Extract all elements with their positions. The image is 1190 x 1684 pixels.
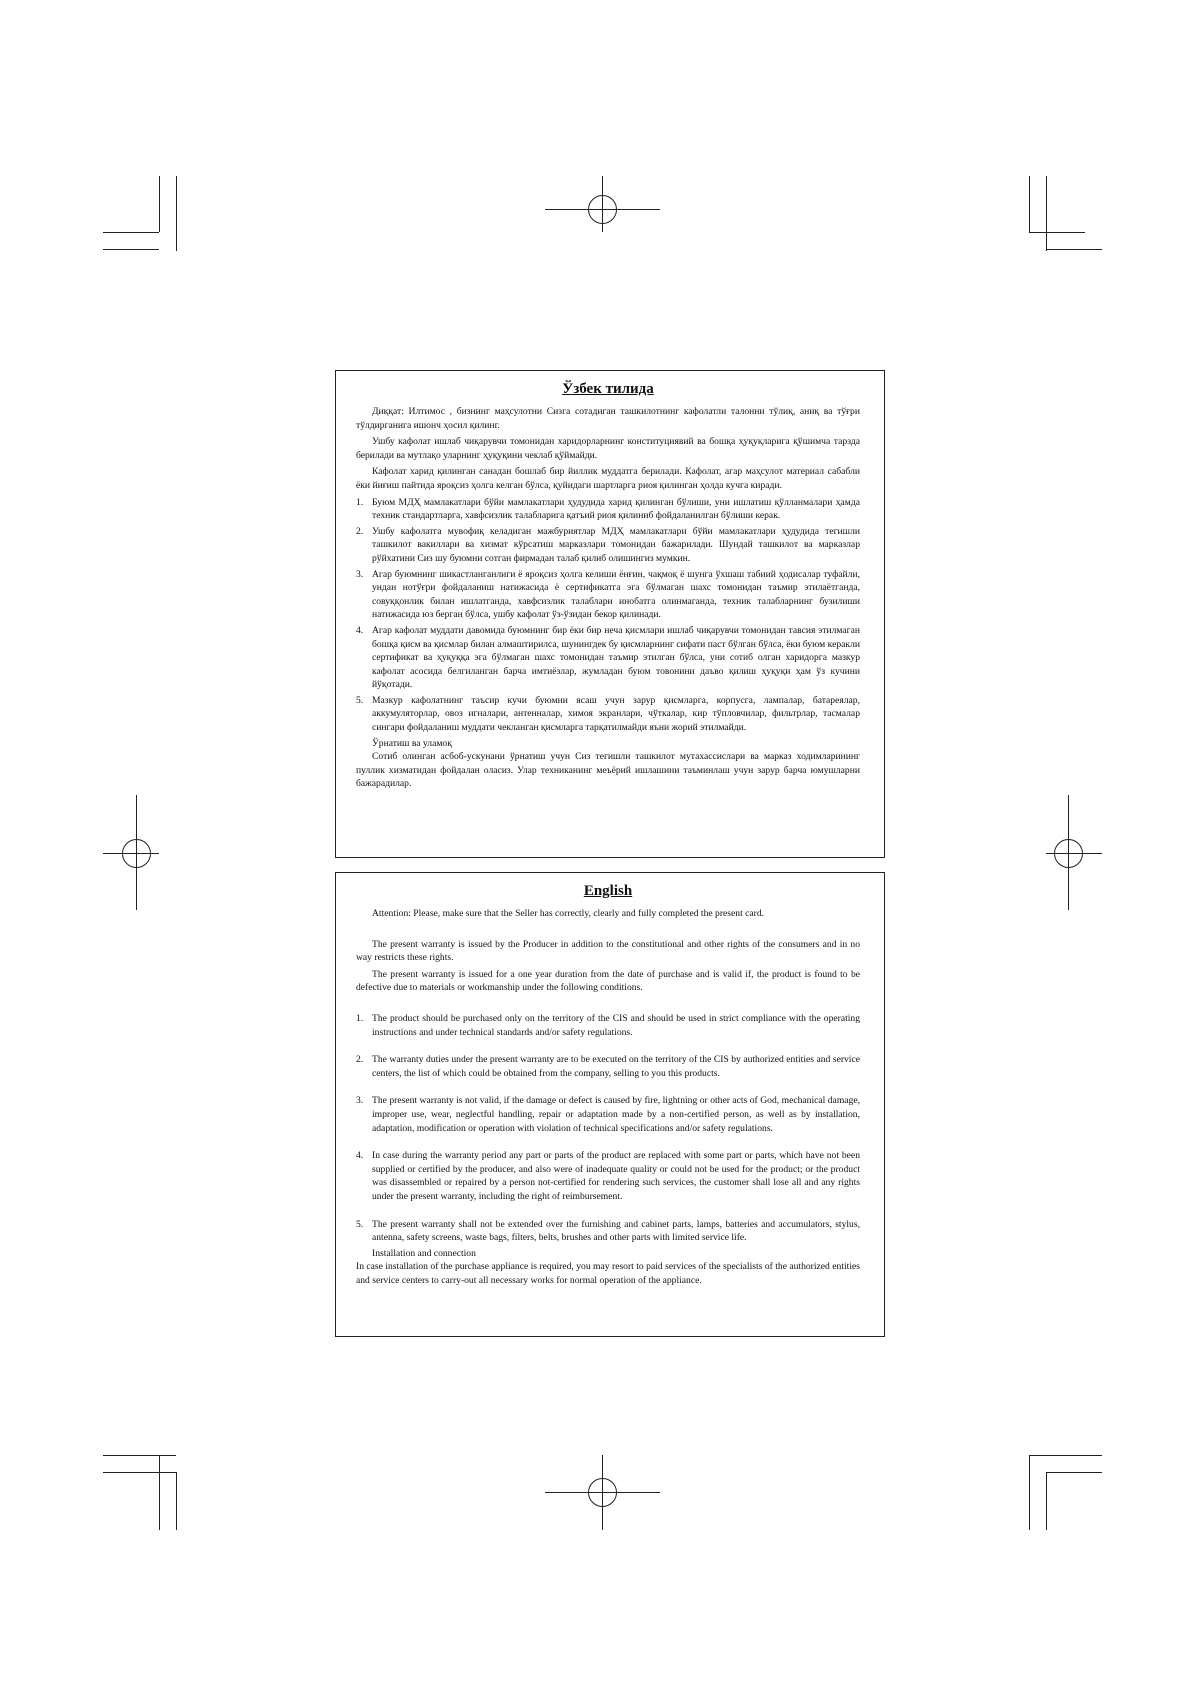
item-number: 4. bbox=[356, 1150, 364, 1162]
item-text: The warranty duties under the present warranty are to be executed on the territory of the CIS by authorized entities and service centers, the list of which could be obtained from the company, selling to you this products. bbox=[372, 1054, 860, 1079]
list-item bbox=[356, 525, 860, 566]
item-number: 1. bbox=[356, 1012, 364, 1024]
registration-circle bbox=[122, 839, 151, 868]
english-intro-2: The present warranty is issued for a one year duration from the date of purchase and is valid if, the product is found to be defective due to materials or workmanship under the following conditions. bbox=[356, 968, 860, 994]
list-item bbox=[356, 1053, 860, 1080]
item-number: 4. bbox=[356, 624, 364, 636]
item-number: 3. bbox=[356, 1095, 364, 1107]
uzbek-conditions-list bbox=[356, 496, 860, 735]
crop-mark bbox=[159, 1455, 160, 1530]
crop-mark bbox=[1029, 1455, 1102, 1456]
uzbek-intro-1: Ушбу кафолат ишлаб чиқарувчи томонидан харидорларнинг конституциявий ва бошқа ҳуқуқларига қўшимча тарзда берилади ва мутлақо уларнинг ҳуқуқини чеклаб қўймайди. bbox=[356, 436, 860, 461]
list-item bbox=[356, 1218, 860, 1245]
item-number: 3. bbox=[356, 568, 364, 580]
list-item bbox=[356, 694, 860, 735]
item-text: The product should be purchased only on the territory of the CIS and should be used in strict compliance with the operating instructions and under technical standards and/or safety regulations. bbox=[372, 1012, 860, 1038]
uzbek-install-text: Сотиб олинган асбоб-ускунани ўрнатиш учун Сиз тегишли ташкилот мутахассислари ва марказ ходимларининг пуллик хизматидан фойдалан оласиз. Улар техниканинг меъёрий ишлашини таъминлаш учун зарур барча юмушларни бажарадилар. bbox=[356, 751, 860, 790]
item-text: Мазкур кафолатнинг таъсир кучи буюмни ясаш учун зарур қисмларга, корпусга, лампалар, батареялар, аккумуляторлар, овоз игналари, антенналар, химоя экранлари, чўткалар, кир тўпловчилар, фильтрлар, тасмалар сингари фойдаланиш муддати чекланган қисмларга тарқатилмайди яъни жорий этилмайди. bbox=[372, 694, 860, 734]
crop-mark bbox=[103, 232, 159, 233]
english-intro-1: The present warranty is issued by the Producer in addition to the constitutional and other rights of the consumers and in no way restricts these rights. bbox=[356, 938, 860, 964]
crop-mark bbox=[1029, 232, 1085, 233]
item-text: In case during the warranty period any part or parts of the product are replaced with some part or parts, which have not been supplied or certified by the producer, and also were of inadequate quality or could not be used for the product; or the product was disassembled or repaired by a person not-certified for rendering such services, the customer shall lose all and any rights under the present warranty, including the right of reimbursement. bbox=[372, 1150, 860, 1202]
uzbek-attention: Диққат: Илтимос , бизнинг маҳсулотни Сизга сотадиган ташкилотнинг кафолатли талонни тўлиқ, аниқ ва тўғри тўлдирганига ишонч ҳосил қилинг. bbox=[356, 406, 860, 431]
item-number: 2. bbox=[356, 525, 364, 537]
crop-mark bbox=[103, 249, 159, 250]
crop-mark bbox=[103, 1455, 176, 1456]
uzbek-title: Ўзбек тилида bbox=[562, 381, 654, 397]
uzbek-intro-2: Кафолат харид қилинган санадан бошлаб бир йиллик муддатга берилади. Кафолат, агар маҳсулот материал сабабли ёки йиғиш пайтида яроқсиз ҳолга келган бўлса, қуйидаги шартларга риоя қилинган ҳолда кучга киради. bbox=[356, 466, 860, 491]
crop-mark bbox=[1029, 1455, 1030, 1530]
item-text: Ушбу кафолатга мувофиқ келадиган мажбуриятлар МДҲ мамлакатлари бўйи мамлакатлари ҳудудида тегишли ташкилот вакиллари ва хизмат кўрсатиш марказлари томонидан бажарилади. Шундай ташкилот ва марказлар рўйхатини Сиз шу буюмни сотган фирмадан талаб қилиб олишингиз мумкин. bbox=[372, 525, 860, 564]
item-text: Агар буюмнинг шикастланганлиги ё яроқсиз ҳолга келиши ёнғин, чақмоқ ё шунга ўхшаш табиий ҳодисалар туфайли, ундан нотўғри фойдаланиш натижасида ё сертификатга эга бўлмаган шахс томонидан таъмир этилаётганда, совуққонлик билан ишлатганда, хавфсизлик талаблари инобатга олинмаганда, техник талабларнинг бузилиши натижасида юз берган бўлса, ушбу кафолат ўз-ўзидан бекор қилинади. bbox=[372, 568, 860, 621]
item-text: The present warranty shall not be extended over the furnishing and cabinet parts, lamps, batteries and accumulators, stylus, antenna, safety screens, waste bags, filters, belts, brushes and other parts with limited service life. bbox=[372, 1218, 860, 1244]
crop-mark bbox=[176, 1472, 177, 1530]
uzbek-warranty-card bbox=[335, 370, 885, 858]
crop-mark bbox=[1046, 1472, 1102, 1473]
item-text: Агар кафолат муддати давомида буюмнинг бир ёки бир неча қисмлари ишлаб чиқарувчи томонидан тавсия этилмаган бошқа қисм ва қисмлар билан алмаштирилса, шунингдек бу қисмларнинг сифати паст бўлган бўлса, ёки буюм керакли сертификат ва ҳуқуққа эга бўлмаган шахс томонидан таъмир этилган бўлса, уни сотиб олган харидорга мазкур кафолат асосида белгиланган барча имтиёзлар, жумладан буюм товонини даъво қилиш ҳуқуқи ҳам ўз кучини йўқотади. bbox=[372, 624, 860, 691]
list-item bbox=[356, 568, 860, 622]
english-conditions-list bbox=[356, 1012, 860, 1245]
crop-mark bbox=[176, 176, 177, 251]
list-item bbox=[356, 624, 860, 692]
item-number: 2. bbox=[356, 1054, 364, 1066]
crop-mark bbox=[1046, 1472, 1047, 1530]
registration-circle bbox=[588, 1478, 617, 1507]
crop-mark bbox=[159, 176, 160, 232]
english-title: English bbox=[583, 883, 633, 899]
crop-mark bbox=[1029, 176, 1030, 232]
english-warranty-card bbox=[335, 872, 885, 1337]
item-text: The present warranty is not valid, if the damage or defect is caused by fire, lightning or other acts of God, mechanical damage, improper use, wear, neglectful handling, repair or adaptation made by a non-certified person, as well as by installation, adaptation, modification or operation with violation of technical specifications and/or safety regulations. bbox=[372, 1095, 860, 1134]
crop-mark bbox=[1046, 249, 1102, 250]
crop-mark bbox=[103, 1472, 176, 1473]
list-item bbox=[356, 1094, 860, 1135]
item-number: 5. bbox=[356, 1218, 364, 1230]
english-install-text: In case installation of the purchase appliance is required, you may resort to paid services of the specialists of the authorized entities and service centers to carry-out all necessary works for normal operation of the appliance. bbox=[356, 1261, 860, 1286]
english-install-heading: Installation and connection bbox=[372, 1247, 476, 1259]
item-number: 5. bbox=[356, 694, 364, 706]
uzbek-install-heading: Ўрнатиш ва уламоқ bbox=[372, 737, 452, 749]
registration-circle bbox=[588, 195, 617, 224]
list-item bbox=[356, 1149, 860, 1203]
english-attention: Attention: Please, make sure that the Seller has correctly, clearly and fully completed the present card. bbox=[372, 908, 765, 919]
crop-mark bbox=[1046, 176, 1047, 251]
item-text: Буюм МДҲ мамлакатлари бўйи мамлакатлари ҳудудида харид қилинган бўлиши, уни ишлатиш қўлланмалари ҳамда техник стандартларга, хавфсизлик талабларига қатъий риоя қилиниб фойдаланилган бўлиши керак. bbox=[372, 496, 860, 522]
list-item bbox=[356, 1012, 860, 1039]
list-item bbox=[356, 496, 860, 523]
item-number: 1. bbox=[356, 496, 364, 508]
registration-circle bbox=[1054, 839, 1083, 868]
